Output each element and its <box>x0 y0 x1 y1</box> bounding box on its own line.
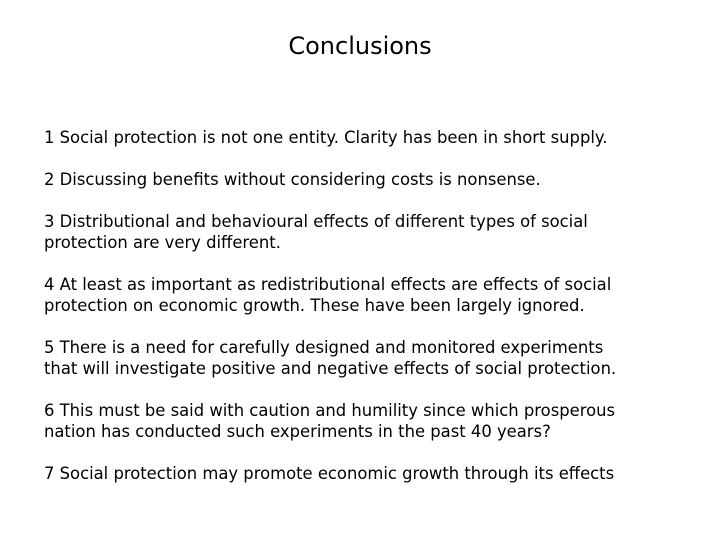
conclusions-list <box>44 127 684 505</box>
conclusion-item-line: that will investigate positive and negative effects of social protection. <box>44 359 617 378</box>
conclusion-item-line: 6 This must be said with caution and humility since which prosperous <box>44 401 616 420</box>
conclusion-item-2 <box>44 169 684 190</box>
conclusion-item-line: 4 At least as important as redistributional effects are effects of social <box>44 275 612 294</box>
conclusion-item-5 <box>44 337 684 379</box>
conclusion-item-7 <box>44 463 684 484</box>
conclusion-item-line: 3 Distributional and behavioural effects of different types of social <box>44 212 588 231</box>
conclusion-item-6 <box>44 400 684 442</box>
conclusion-item-line: 1 Social protection is not one entity. Clarity has been in short supply. <box>44 128 608 147</box>
conclusion-item-line: 7 Social protection may promote economic growth through its effects <box>44 464 615 483</box>
conclusion-item-line: 5 There is a need for carefully designed and monitored experiments <box>44 338 604 357</box>
conclusion-item-line: protection on economic growth. These have been largely ignored. <box>44 296 585 315</box>
conclusion-item-1 <box>44 127 684 148</box>
conclusion-item-4 <box>44 274 684 316</box>
conclusion-item-3 <box>44 211 684 253</box>
conclusion-item-line: protection are very different. <box>44 233 281 252</box>
conclusion-item-line: nation has conducted such experiments in the past 40 years? <box>44 422 551 441</box>
slide-title: Conclusions <box>288 32 432 60</box>
conclusion-item-line: 2 Discussing benefits without considering costs is nonsense. <box>44 170 541 189</box>
